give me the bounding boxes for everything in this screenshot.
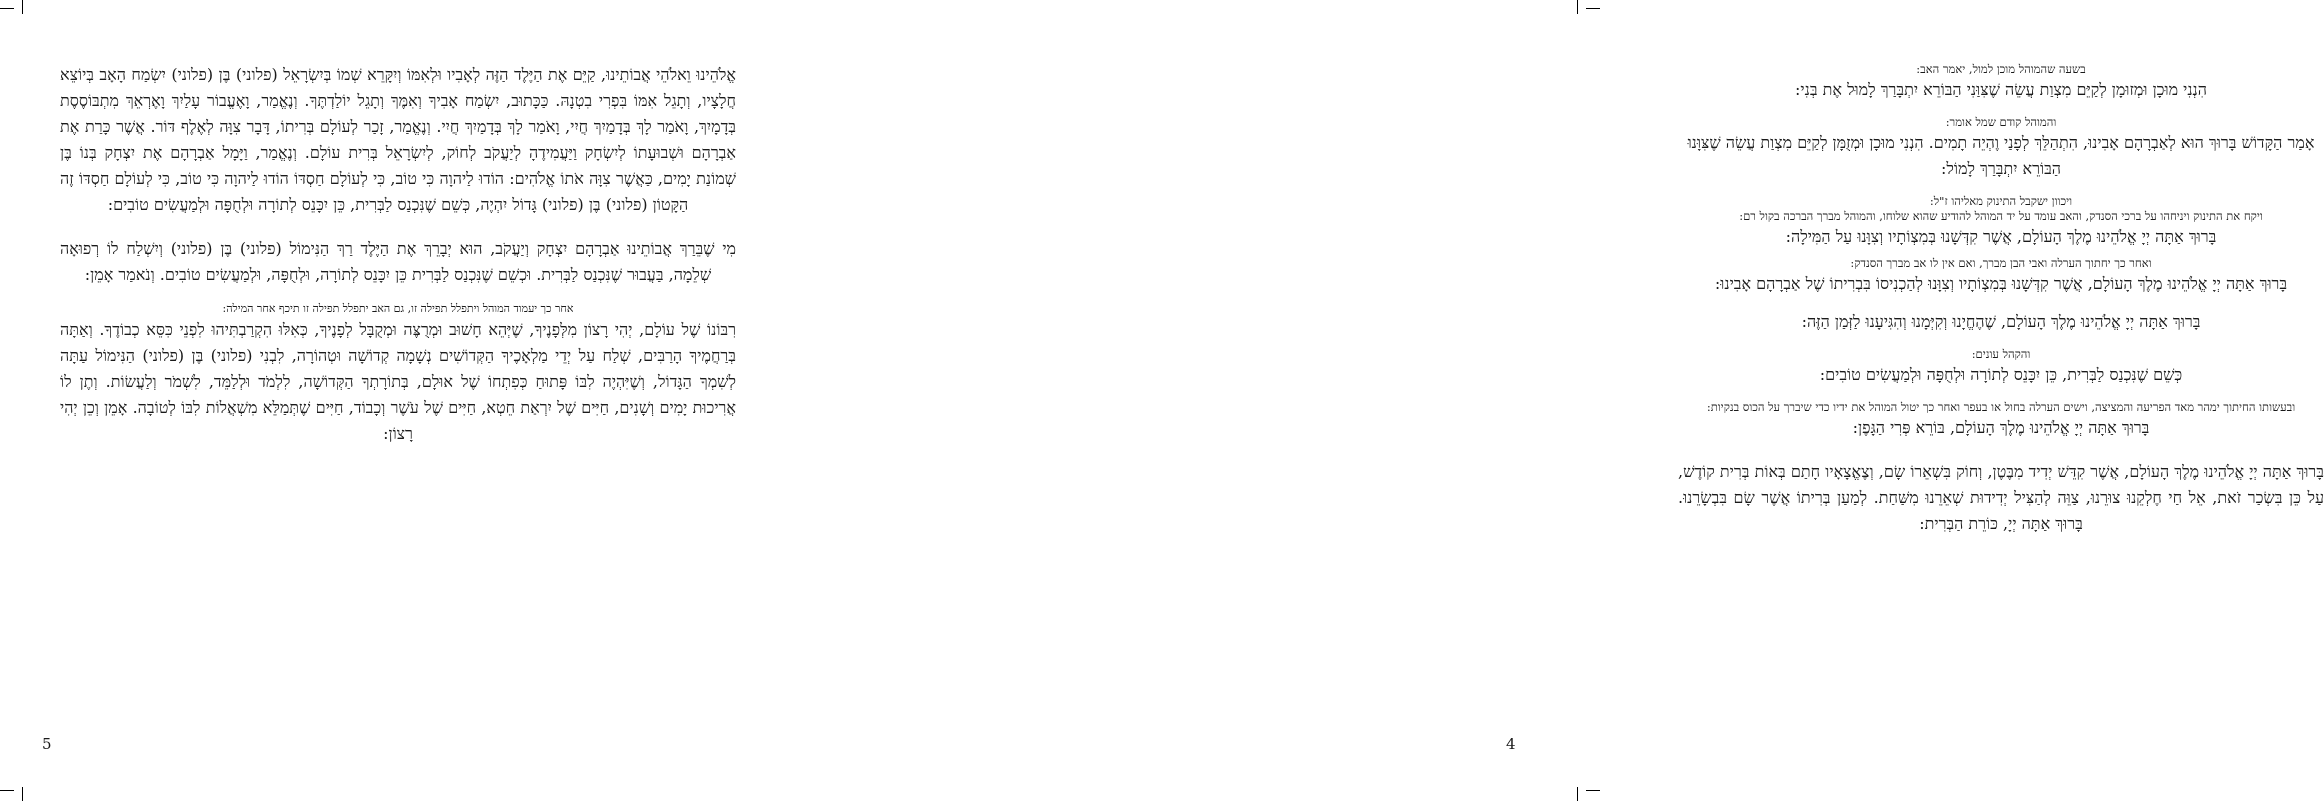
right-page (800, 0, 2324, 801)
left-page (0, 0, 800, 801)
instruction-text: אחר כך יעמוד המוהל ויתפלל תפילה זו, גם האב יתפלל תפילה זו תיכף אחר המילה: (222, 302, 574, 315)
blessing-lehachniso: בָּרוּךְ אַתָּה יְיָ אֱלֹהֵינוּ מֶלֶךְ הָעוֹלָם, אֲשֶׁר קִדְּשָׁנוּ בְּמִצְוֹתָיו וְצִוָּנוּ לְהַכְנִיסוֹ בִּבְרִיתוֹ שֶׁל אַבְרָהָם אָבִינוּ: (1714, 274, 2288, 293)
instruction-text: ויקח את התינוק ויניחהו על ברכי הסנדק, והאב עומד על יד המוהל להודיע שהוא שלוחו, והמוהל מברך הברכה בקול רם: (1739, 209, 2263, 223)
instruction-text: ואחר כך יחתוך הערלה ואבי הבן מברך, ואם אין לו אב מברך הסנדק: (1850, 256, 2152, 270)
paragraph-blessing: אֱלֹהֵינוּ וֵאלֹהֵי אֲבוֹתֵינוּ, קַיֵּם אֶת הַיֶּלֶד הַזֶּה לְאָבִיו וּלְאִמּוֹ וְיִקָּרֵא שְׁמוֹ בְּיִשְׂרָאֵל (פלוני) בֶּן (פלוני) יִשְׂמַח הָאָב בְּיוֹצֵא חֲלָצָיו, וְתָגֵל אִמּוֹ בִּפְרִי בִטְנָהּ. כַּכָּתוּב, יִשְׂמַח אָבִיךָ וְאִמֶּךָ וְתָגֵל יוֹלַדְתֶּךָ. וְנֶאֱמַר, וָאֶעֱבוֹר עָלַיִךְ וָאֶרְאֵךְ מִתְבּוֹסֶסֶת בְּדָמָיִךְ, וָאֹמַר לָךְ בְּדָמַיִךְ חֲיִי, וָאֹמַר לָךְ בְּדָמַיִךְ חֲיִי. וְנֶאֱמַר, זָכַר לְעוֹלָם בְּרִיתוֹ, דָּבָר צִוָּה לְאֶלֶף דּוֹר. אֲשֶׁר כָּרַת אֶת אַבְרָהָם וּשְׁבוּעָתוֹ לְיִשְׂחָק וַיַּעֲמִידֶהָ לְיַעֲקֹב לְחוֹק, לְיִשְׂרָאֵל בְּרִית עוֹלָם. וְנֶאֱמַר, וַיָּמָל אַבְרָהָם אֶת יִצְחָק בְּנוֹ בֶּן שְׁמוֹנַת יָמִים, כַּאֲשֶׁר צִוָּה אֹתוֹ אֱלֹהִים: הוֹדוּ לַיהוָה כִּי טוֹב, כִּי לְעוֹלָם חַסְדּוֹ הוֹדוּ לַיהוָה כִּי טוֹב, כִּי לְעוֹלָם חַסְדּוֹ זֶה הַקָּטוֹן (פלוני) בֶּן (פלוני) גָּדוֹל יִהְיֶה, כְּשֵׁם שֶׁנִּכְנַס לַבְּרִית, כֵּן יִכָּנֵס לְתוֹרָה וּלְחֻפָּה וּלְמַעֲשִׂים טוֹבִים: (60, 65, 736, 214)
blessing-hagafen: בָּרוּךְ אַתָּה יְיָ אֱלֹהֵינוּ מֶלֶךְ הָעוֹלָם, בּוֹרֵא פְּרִי הַגָּפֶן: (1852, 418, 2150, 437)
page-number: 5 (42, 735, 52, 753)
congregation-response: כְּשֵׁם שֶׁנִּכְנַס לַבְּרִית, כֵּן יִכָּנֵס לְתוֹרָה וּלְחֻפָּה וּלְמַעֲשִׂים טוֹבִים: (1819, 365, 2183, 384)
page-number: 4 (1506, 735, 1516, 753)
instruction-text: ויכוון ישקבל התינוק מאליהו ז"ל: (1929, 194, 2073, 208)
instruction-text: בשעה שהמוהל מוכן למול, יאמר האב: (1916, 62, 2086, 76)
prayer-text: הִנְנִי מוּכָן וּמְזוּמָן לְקַיֵּם מִצְוַת עֲשֵׂה שֶׁצִּוַּנִי הַבּוֹרֵא יִתְבָּרַךְ לָמוּל אֶת בְּנִי: (1795, 80, 2207, 99)
instruction-text: ובעשותו החיתוך ימהר מאד הפריעה והמציצה, וישים הערלה בחול או בעפר ואחר כך יטול המוהל את ידיו כדי שיברך על הכוס בנקיות: (1706, 400, 2296, 414)
blessing-koret-habrit: בָּרוּךְ אַתָּה יְיָ אֱלֹהֵינוּ מֶלֶךְ הָעוֹלָם, אֲשֶׁר קִדֵּשׁ יְדִיד מִבֶּטֶן, וְחוֹק בִּשְׁאֵרוֹ שָׂם, וְצֶאֱצָאָיו חָתַם בְּאוֹת בְּרִית קוֹדֶשׁ, עַל כֵּן בִּשְׂכַר זֹאת, אֵל חַי חֶלְקֵנוּ צוּרֵנוּ, צַוֵּה לְהַצִּיל יְדִידוּת שְׁאֵרֵנוּ מִשַּׁחַת. לְמַעַן בְּרִיתוֹ אֲשֶׁר שָׂם בִּבְשָׂרֵנוּ. בָּרוּךְ אַתָּה יְיָ, כּוֹרֵת הַבְּרִית: (1678, 462, 2324, 533)
blessing-shehecheyanu: בָּרוּךְ אַתָּה יְיָ אֱלֹהֵינוּ מֶלֶךְ הָעוֹלָם, שֶׁהֶחֱיָנוּ וְקִיְּמָנוּ וְהִגִּיעָנוּ לַזְּמַן הַזֶּה: (1801, 312, 2201, 331)
left-page-text (60, 62, 736, 447)
paragraph-ribono-shel-olam: רִבּוֹנוֹ שֶׁל עוֹלָם, יְהִי רָצוֹן מִלְּפָנֶיךָ, שֶׁיְּהֵא חָשׁוּב וּמְרֻצֶּה וּמְקֻבָּל לְפָנֶיךָ, כְּאִלּוּ הִקְרַבְתִּיהוּ לִפְנֵי כִּסֵּא כְבוֹדֶךָ. וְאַתָּה בְּרַחֲמֶיךָ הָרַבִּים, שְׁלַח עַל יְדֵי מַלְאָכֶיךָ הַקְּדוֹשִׁים נְשָׁמָה קְדוֹשָׁה וּטְהוֹרָה, לִבְנִי (פלוני) בֶּן (פלוני) הַנִּימוֹל עַתָּה לְשִׁמְךָ הַגָּדוֹל, וְשֶׁיִּהְיֶה לִבּוֹ פָּתוּחַ כְּפִתְחוֹ שֶׁל אוּלָם, בְּתוֹרָתְךָ הַקְּדוֹשָׁה, לִלְמֹד וּלְלַמֵּד, לִשְׁמֹר וְלַעֲשׂוֹת. וְתֶן לוֹ אֲרִיכוּת יָמִים וְשָׁנִים, חַיִּים שֶׁל יִרְאַת חֵטְא, חַיִּים שֶׁל עֹשֶׁר וְכָבוֹד, חַיִּים שֶׁתְּמַלֵּא מִשְׁאֲלוֹת לִבּוֹ לְטוֹבָה. אָמֵן וְכֵן יְהִי רָצוֹן: (60, 320, 736, 443)
right-page-text (1678, 62, 2324, 537)
blessing-al-hamila: בָּרוּךְ אַתָּה יְיָ אֱלֹהֵינוּ מֶלֶךְ הָעוֹלָם, אֲשֶׁר קִדְּשָׁנוּ בְּמִצְוֹתָיו וְצִוָּנוּ עַל הַמִּילָה: (1785, 227, 2217, 246)
instruction-text: והקהל עונים: (1971, 347, 2031, 361)
paragraph-mi-sheberach: מִי שֶׁבֵּרַךְ אֲבוֹתֵינוּ אַבְרָהָם יִצְחָק וְיַעֲקֹב, הוּא יְבָרֵךְ אֶת הַיֶּלֶד רַךְ הַנִּימוֹל (פלוני) בֶּן (פלוני) וְיִשְׁלַח לוֹ רְפוּאָה שְׁלֵמָה, בַּעֲבוּר שֶׁנִּכְנַס לַבְּרִית. וּכְשֵׁם שֶׁנִּכְנַס לַבְּרִית כֵּן יִכָּנֵס לְתוֹרָה, וּלְחֻפָּה, וּלְמַעֲשִׂים טוֹבִים. וְנֹאמַר אָמֵן: (60, 239, 736, 284)
prayer-text: אָמַר הַקָּדוֹשׁ בָּרוּךְ הוּא לְאַבְרָהָם אָבִינוּ, הִתְהַלֵּךְ לְפָנַי וֶהְיֵה תָמִים. הִנְנִי מוּכָן וּמְזֻמָּן לְקַיֵּם מִצְוַת עֲשֵׂה שֶׁצִּוָּנוּ הַבּוֹרֵא יִתְבָּרַךְ לָמוֹל: (1687, 133, 2315, 178)
instruction-text: והמוהל קודם שמל אומר: (1945, 115, 2057, 129)
